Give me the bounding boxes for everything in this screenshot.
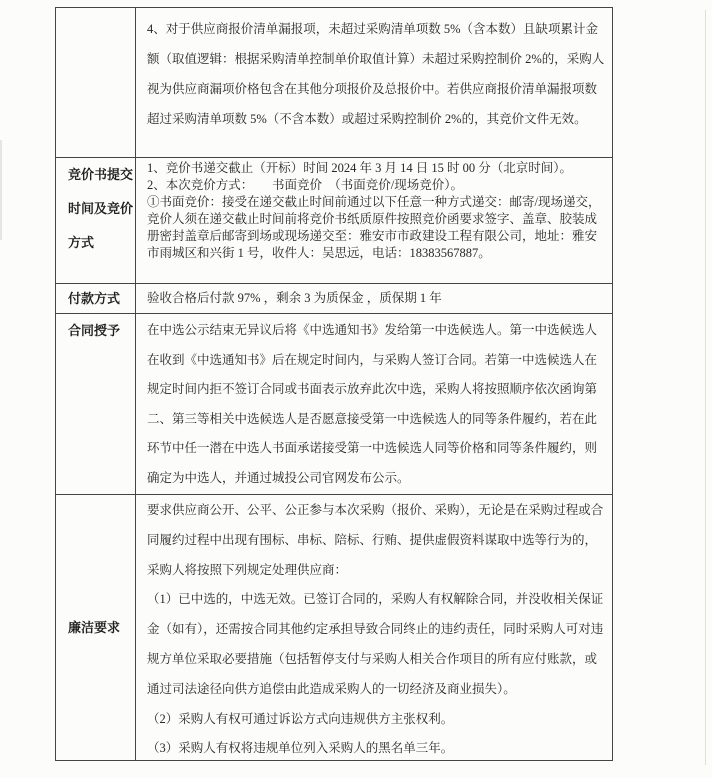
paragraph: 4、对于供应商报价清单漏报项，未超过采购清单项数 5%（含本数）且缺项累计金额（取值逻辑：根据采购清单控制单价取值计算）未超过采购控制价 2%的，采购人视为供应商漏项价格包含在其他分项报价及总报价中。若供应商报价清单漏报项数超过采购清单项数 5%（不含本数）或超过采购控制价 2%的，其竞价文件无效。 <box>147 22 605 126</box>
row-content-contract-award <box>136 314 612 494</box>
row-header-contract-award: 合同授予 <box>56 314 136 494</box>
procurement-terms-table <box>55 7 613 761</box>
paragraph: 2、本次竞价方式： 书面竞价 （书面竞价/现场竞价）。 <box>147 178 463 192</box>
paragraph: ①书面竞价：接受在递交截止时间前通过以下任意一种方式递交：邮寄/现场递交，竞价人须在递交截止时间前将竞价书纸质原件按照竞价函要求签字、盖章、胶装成册密封盖章后邮寄到场或现场递交至：雅安市市政建设工程有限公司，地址：雅安市雨城区和兴街 1 号，收件人：吴思远，电话：18383567887。 <box>147 195 601 260</box>
scan-edge-artifact-left <box>0 140 2 240</box>
paragraph: （3）采购人有权将违规单位列入采购人的黑名单三年。 <box>147 741 454 756</box>
scan-edge-artifact-right <box>705 10 706 765</box>
table-row-submission-time-and-method <box>56 157 612 283</box>
row-content-integrity-requirements <box>136 495 612 760</box>
paragraph: 1、竞价书递交截止（开标）时间 2024 年 3 月 14 日 15 时 00 分（北京时间）。 <box>147 161 573 175</box>
paragraph: 验收合格后付款 97% ，剩余 3 为质保金 ，质保期 1 年 <box>147 291 442 305</box>
row-header-integrity-requirements: 廉洁要求 <box>56 495 136 760</box>
row-header-submission-time-and-method: 竞价书提交时间及竞价方式 <box>56 158 136 283</box>
row-header-payment-terms: 付款方式 <box>56 284 136 313</box>
paragraph: （1）已中选的，中选无效。已签订合同的，采购人有权解除合同，并没收相关保证金（如有），还需按合同其他约定承担导致合同终止的违约责任，同时采购人可对违规方单位采取必要措施（包括暂停支付与采购人相关合作项目的所有应付账款，或通过司法途径向供方追偿由此造成采购人的一切经济及商业损失）。 <box>147 592 604 696</box>
row-header-missing-items-rule <box>56 8 136 157</box>
table-row-missing-items-rule <box>56 8 612 157</box>
table-row-integrity-requirements <box>56 494 612 760</box>
paragraph: 要求供应商公开、公平、公正参与本次采购（报价、采购），无论是在采购过程或合同履约过程中出现有围标、串标、陪标、行贿、提供虚假资料谋取中选等行为的，采购人将按照下列规定处理供应商： <box>147 503 604 577</box>
table-row-payment-terms <box>56 283 612 313</box>
paragraph: （2）采购人有权可通过诉讼方式向违规供方主张权利。 <box>147 711 454 726</box>
table-row-contract-award <box>56 313 612 494</box>
row-content-missing-items-rule <box>136 8 612 157</box>
paragraph: 在中选公示结束无异议后将《中选通知书》发给第一中选候选人。第一中选候选人在收到《中选通知书》后在规定时间内，与采购人签订合同。若第一中选候选人在规定时间内拒不签订合同或书面表示放弃此次中选，采购人将按照顺序依次函询第二、第三等相关中选候选人是否愿意接受第一中选候选人的同等条件履约，若在此环节中任一潜在中选人书面承诺接受第一中选候选人同等价格和同等条件履约，则确定为中选人，并通过城投公司官网发布公示。 <box>147 323 598 485</box>
row-content-submission-time-and-method <box>136 158 612 283</box>
row-content-payment-terms <box>136 284 612 313</box>
